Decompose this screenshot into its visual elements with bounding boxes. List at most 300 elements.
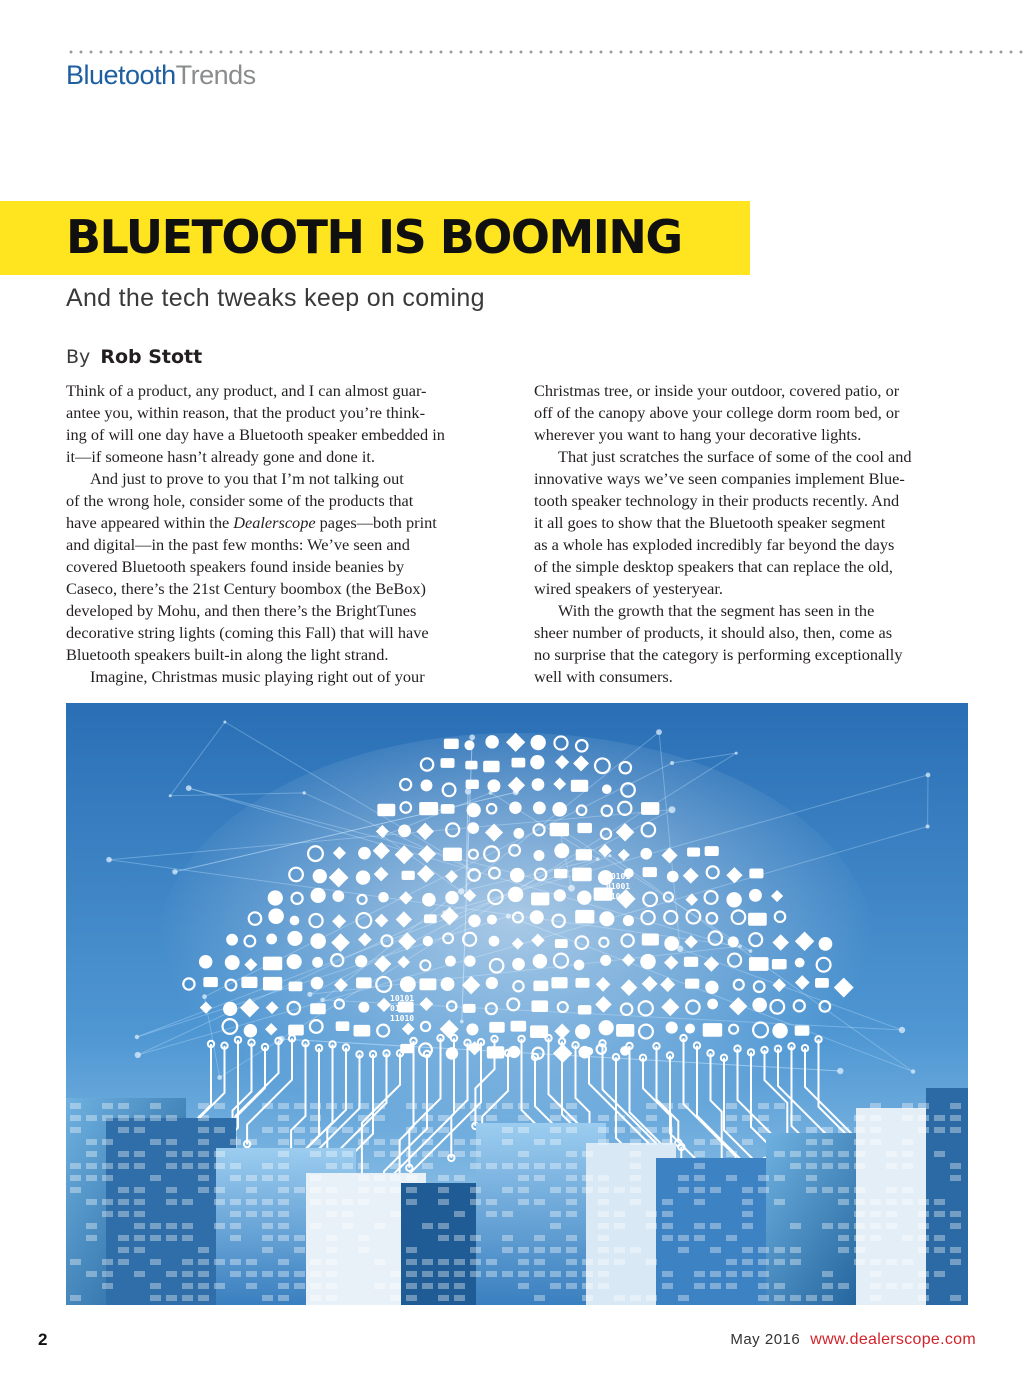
window — [454, 1271, 465, 1277]
window — [902, 1151, 913, 1157]
window — [566, 1247, 577, 1253]
app-icon — [311, 977, 324, 990]
window — [646, 1211, 657, 1217]
window — [854, 1151, 865, 1157]
window — [102, 1199, 113, 1205]
window — [374, 1223, 385, 1229]
window — [310, 1115, 321, 1121]
app-icon — [685, 1024, 695, 1034]
window — [214, 1127, 225, 1133]
app-icon — [576, 849, 592, 860]
window — [918, 1103, 929, 1109]
window — [614, 1127, 625, 1133]
window — [774, 1247, 785, 1253]
window — [502, 1187, 513, 1193]
window — [838, 1283, 849, 1289]
footer-info — [730, 1331, 976, 1349]
app-icon — [468, 915, 481, 928]
binary-line: 01001 — [606, 882, 631, 891]
window — [310, 1259, 321, 1265]
window — [166, 1163, 177, 1169]
window — [310, 1271, 321, 1277]
window — [534, 1163, 545, 1169]
window — [902, 1139, 913, 1145]
window — [390, 1151, 401, 1157]
app-icon — [749, 957, 769, 971]
window — [678, 1247, 689, 1253]
window — [566, 1211, 577, 1217]
window — [774, 1151, 785, 1157]
body-line: and digital—in the past few months: We’ve seen and — [66, 535, 410, 554]
window — [454, 1295, 465, 1301]
app-icon — [572, 868, 592, 882]
window — [934, 1211, 945, 1217]
byline-prefix: By — [66, 346, 91, 368]
app-icon — [289, 982, 303, 992]
window — [550, 1139, 561, 1145]
window — [566, 1199, 577, 1205]
app-icon — [667, 871, 679, 883]
window — [518, 1175, 529, 1181]
app-icon — [422, 893, 436, 907]
app-icon — [486, 977, 498, 989]
window — [198, 1115, 209, 1121]
window — [886, 1223, 897, 1229]
app-icon — [600, 955, 611, 966]
window — [902, 1163, 913, 1169]
window — [614, 1259, 625, 1265]
window — [422, 1115, 433, 1121]
window — [86, 1199, 97, 1205]
app-icon — [509, 801, 521, 813]
window — [886, 1199, 897, 1205]
window — [694, 1223, 705, 1229]
body-line: Christmas tree, or inside your outdoor, covered patio, or — [534, 381, 900, 400]
window — [502, 1235, 513, 1241]
body-line: as a whole has exploded incredibly far beyond the days — [534, 535, 895, 554]
window — [70, 1115, 81, 1121]
body-line: Bluetooth speakers built-in along the light strand. — [66, 645, 389, 664]
app-icon — [772, 959, 787, 969]
window — [102, 1259, 113, 1265]
window — [214, 1187, 225, 1193]
window — [598, 1211, 609, 1217]
window — [310, 1199, 321, 1205]
window — [518, 1115, 529, 1121]
window — [326, 1187, 337, 1193]
window — [454, 1175, 465, 1181]
window — [598, 1283, 609, 1289]
window — [454, 1283, 465, 1289]
app-icon — [666, 1021, 678, 1033]
window — [198, 1175, 209, 1181]
window — [358, 1163, 369, 1169]
body-line: Imagine, Christmas music playing right out of your — [90, 667, 425, 686]
window — [166, 1199, 177, 1205]
window — [406, 1187, 417, 1193]
window — [854, 1127, 865, 1133]
window — [854, 1259, 865, 1265]
window — [486, 1115, 497, 1121]
app-icon — [641, 802, 659, 815]
section-label — [66, 60, 256, 91]
app-icon — [512, 758, 526, 768]
window — [470, 1187, 481, 1193]
body-text: pages—both print — [319, 513, 437, 532]
window — [358, 1199, 369, 1205]
window — [902, 1115, 913, 1121]
window — [294, 1187, 305, 1193]
window — [758, 1247, 769, 1253]
window — [934, 1235, 945, 1241]
window — [918, 1223, 929, 1229]
window — [182, 1295, 193, 1301]
window — [278, 1211, 289, 1217]
window — [918, 1199, 929, 1205]
app-icon — [419, 978, 436, 990]
app-icon — [310, 1003, 326, 1014]
app-icon — [336, 1021, 350, 1031]
body-line: innovative ways we’ve seen companies implement Blue- — [534, 469, 905, 488]
window — [854, 1139, 865, 1145]
app-icon — [487, 1046, 504, 1058]
window — [518, 1151, 529, 1157]
window — [118, 1163, 129, 1169]
window — [438, 1235, 449, 1241]
window — [294, 1271, 305, 1277]
window — [902, 1283, 913, 1289]
window — [486, 1163, 497, 1169]
window — [886, 1163, 897, 1169]
window — [630, 1247, 641, 1253]
window — [262, 1103, 273, 1109]
window — [710, 1283, 721, 1289]
app-icon — [467, 822, 479, 834]
window — [118, 1199, 129, 1205]
window — [774, 1259, 785, 1265]
window — [854, 1199, 865, 1205]
app-icon — [707, 999, 718, 1010]
window — [566, 1259, 577, 1265]
window — [790, 1151, 801, 1157]
window — [870, 1199, 881, 1205]
window — [278, 1115, 289, 1121]
window — [550, 1115, 561, 1121]
window — [166, 1235, 177, 1241]
window — [278, 1151, 289, 1157]
app-icon — [445, 956, 456, 967]
window — [758, 1103, 769, 1109]
window — [70, 1295, 81, 1301]
app-icon — [687, 848, 700, 857]
window — [86, 1235, 97, 1241]
app-icon — [575, 1024, 590, 1039]
window — [102, 1103, 113, 1109]
window — [662, 1103, 673, 1109]
window — [198, 1271, 209, 1277]
window — [134, 1271, 145, 1277]
window — [262, 1199, 273, 1205]
window — [822, 1271, 833, 1277]
window — [246, 1271, 257, 1277]
window — [710, 1223, 721, 1229]
window — [470, 1115, 481, 1121]
window — [134, 1235, 145, 1241]
app-icon — [531, 893, 549, 906]
app-icon — [643, 867, 657, 877]
window — [134, 1163, 145, 1169]
window — [630, 1163, 641, 1169]
window — [550, 1187, 561, 1193]
window — [326, 1163, 337, 1169]
window — [710, 1247, 721, 1253]
app-icon — [642, 933, 659, 945]
window — [886, 1283, 897, 1289]
app-icon — [510, 868, 525, 883]
binary-line: 10101 — [390, 994, 415, 1003]
window — [438, 1175, 449, 1181]
window — [294, 1247, 305, 1253]
window — [374, 1259, 385, 1265]
window — [710, 1187, 721, 1193]
window — [390, 1187, 401, 1193]
window — [726, 1103, 737, 1109]
app-icon — [599, 1020, 614, 1035]
network-node — [135, 1035, 139, 1039]
window — [438, 1223, 449, 1229]
window — [950, 1115, 961, 1121]
app-icon — [263, 957, 282, 971]
window — [950, 1259, 961, 1265]
window — [934, 1199, 945, 1205]
app-icon — [575, 978, 589, 988]
window — [902, 1235, 913, 1241]
window — [598, 1259, 609, 1265]
window — [326, 1199, 337, 1205]
window — [470, 1247, 481, 1253]
window — [950, 1223, 961, 1229]
window — [150, 1115, 161, 1121]
app-icon — [532, 778, 545, 791]
window — [806, 1151, 817, 1157]
window — [326, 1295, 337, 1301]
window — [662, 1211, 673, 1217]
window — [182, 1151, 193, 1157]
window — [726, 1259, 737, 1265]
window — [806, 1163, 817, 1169]
window — [182, 1283, 193, 1289]
window — [822, 1139, 833, 1145]
window — [694, 1163, 705, 1169]
window — [694, 1151, 705, 1157]
website-link[interactable]: www.dealerscope.com — [810, 1331, 976, 1348]
window — [870, 1139, 881, 1145]
window — [422, 1103, 433, 1109]
window — [102, 1139, 113, 1145]
window — [870, 1295, 881, 1301]
window — [374, 1139, 385, 1145]
window — [502, 1247, 513, 1253]
window — [230, 1259, 241, 1265]
app-icon — [311, 888, 326, 903]
window — [806, 1187, 817, 1193]
app-icon — [602, 784, 612, 794]
window — [182, 1163, 193, 1169]
window — [406, 1175, 417, 1181]
app-icon — [551, 977, 567, 988]
window — [774, 1283, 785, 1289]
window — [230, 1199, 241, 1205]
window — [918, 1283, 929, 1289]
window — [518, 1271, 529, 1277]
window — [534, 1247, 545, 1253]
window — [406, 1151, 417, 1157]
app-icon — [489, 1022, 504, 1033]
window — [662, 1199, 673, 1205]
body-line: wherever you want to hang your decorative lights. — [534, 425, 862, 444]
window — [758, 1283, 769, 1289]
body-line: tooth speaker technology in their products recently. And — [534, 491, 900, 510]
app-icon — [446, 1047, 459, 1060]
window — [150, 1223, 161, 1229]
issue-date: May 2016 — [730, 1331, 801, 1348]
window — [486, 1271, 497, 1277]
publication-name: Dealerscope — [233, 513, 316, 532]
body-text: have appeared within the — [66, 513, 230, 532]
window — [614, 1295, 625, 1301]
app-icon — [268, 908, 284, 924]
window — [438, 1187, 449, 1193]
window — [438, 1151, 449, 1157]
window — [278, 1223, 289, 1229]
app-icon — [377, 804, 395, 817]
window — [454, 1259, 465, 1265]
window — [406, 1283, 417, 1289]
author-name: Rob Stott — [100, 346, 203, 368]
window — [758, 1187, 769, 1193]
window — [134, 1151, 145, 1157]
page-number: 2 — [38, 1330, 48, 1349]
app-icon — [795, 1025, 810, 1035]
window — [150, 1175, 161, 1181]
network-node — [837, 1068, 843, 1074]
window — [278, 1103, 289, 1109]
window — [742, 1271, 753, 1277]
window — [614, 1211, 625, 1217]
window — [198, 1247, 209, 1253]
window — [550, 1247, 561, 1253]
window — [614, 1187, 625, 1193]
window — [198, 1259, 209, 1265]
app-icon — [684, 957, 698, 967]
window — [710, 1139, 721, 1145]
window — [454, 1151, 465, 1157]
window — [374, 1283, 385, 1289]
window — [854, 1223, 865, 1229]
window — [326, 1283, 337, 1289]
app-icon — [378, 892, 389, 903]
window — [486, 1259, 497, 1265]
window — [390, 1271, 401, 1277]
window — [262, 1163, 273, 1169]
app-icon — [705, 846, 719, 856]
app-icon — [530, 910, 544, 924]
window — [598, 1175, 609, 1181]
window — [246, 1187, 257, 1193]
window — [134, 1127, 145, 1133]
window — [598, 1223, 609, 1229]
window — [134, 1115, 145, 1121]
window — [438, 1283, 449, 1289]
window — [326, 1151, 337, 1157]
app-icon — [577, 890, 591, 904]
window — [742, 1211, 753, 1217]
window — [342, 1151, 353, 1157]
window — [870, 1283, 881, 1289]
window — [166, 1295, 177, 1301]
window — [390, 1163, 401, 1169]
window — [630, 1295, 641, 1301]
window — [310, 1139, 321, 1145]
network-node — [926, 825, 930, 829]
window — [102, 1271, 113, 1277]
window — [246, 1175, 257, 1181]
window — [694, 1175, 705, 1181]
window — [150, 1283, 161, 1289]
app-icon — [445, 891, 458, 904]
window — [518, 1163, 529, 1169]
window — [598, 1271, 609, 1277]
window — [310, 1151, 321, 1157]
window — [166, 1271, 177, 1277]
body-line: it all goes to show that the Bluetooth speaker segment — [534, 513, 886, 532]
window — [854, 1115, 865, 1121]
window — [854, 1247, 865, 1253]
app-icon — [752, 998, 767, 1013]
window — [134, 1247, 145, 1253]
app-icon — [287, 954, 302, 969]
window — [790, 1295, 801, 1301]
app-icon — [489, 936, 500, 947]
window — [630, 1187, 641, 1193]
app-icon — [728, 936, 739, 947]
window — [278, 1295, 289, 1301]
window — [358, 1115, 369, 1121]
window — [246, 1199, 257, 1205]
window — [678, 1103, 689, 1109]
app-icon — [599, 911, 614, 926]
window — [374, 1187, 385, 1193]
window — [902, 1199, 913, 1205]
window — [358, 1187, 369, 1193]
window — [134, 1199, 145, 1205]
app-icon — [640, 848, 652, 860]
window — [278, 1199, 289, 1205]
window — [886, 1187, 897, 1193]
window — [342, 1199, 353, 1205]
app-icon — [485, 735, 498, 748]
body-line: of the simple desktop speakers that can replace the old, — [534, 557, 893, 576]
window — [806, 1175, 817, 1181]
window — [278, 1235, 289, 1241]
window — [438, 1271, 449, 1277]
app-icon — [466, 1023, 478, 1035]
window — [198, 1295, 209, 1301]
window — [758, 1175, 769, 1181]
window — [294, 1235, 305, 1241]
window — [70, 1187, 81, 1193]
byline — [66, 346, 202, 368]
